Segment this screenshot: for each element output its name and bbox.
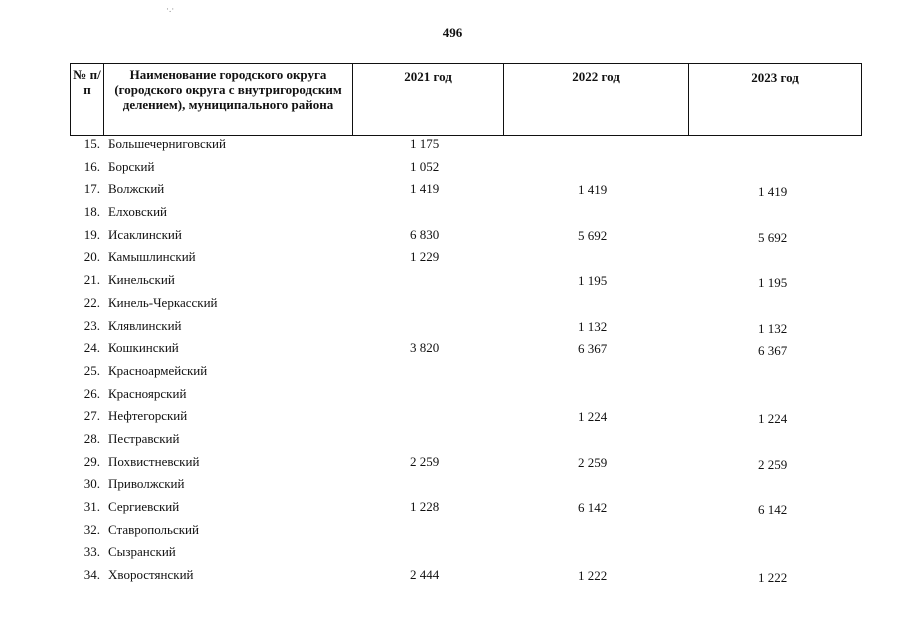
- row-number: 19.: [83, 226, 100, 242]
- cell-2022: 6 142: [578, 500, 608, 515]
- scan-artifact: ·.·: [166, 4, 175, 14]
- row-number: 33.: [83, 544, 100, 560]
- cell-2021: 1 229: [410, 249, 440, 265]
- row-number: 30.: [83, 476, 100, 492]
- row-name: Красноармейский: [108, 362, 208, 378]
- table-header: [70, 63, 862, 136]
- row-number: 29.: [83, 453, 100, 469]
- row-number: 24.: [83, 340, 100, 356]
- table-row: [70, 522, 870, 545]
- cell-2021: 3 820: [410, 340, 440, 356]
- cell-2023: 6 367: [758, 343, 788, 359]
- table-row: [70, 272, 870, 295]
- table-row: [70, 408, 870, 431]
- cell-2021: 1 228: [410, 499, 440, 514]
- cell-2021: 6 830: [410, 226, 440, 242]
- table-row: [70, 159, 870, 182]
- row-number: 18.: [83, 204, 100, 220]
- table-row: [70, 249, 870, 272]
- page-number: 496: [442, 25, 463, 40]
- cell-2023: 5 692: [758, 229, 788, 245]
- row-name: Елховский: [108, 204, 167, 220]
- cell-2023: 1 132: [758, 320, 788, 336]
- cell-2022: 1 132: [578, 318, 608, 334]
- row-number: 21.: [83, 272, 100, 288]
- table-row: [70, 454, 870, 477]
- cell-2021: 1 052: [410, 158, 440, 174]
- cell-2022: 2 259: [578, 454, 608, 470]
- row-name: Сергиевский: [108, 499, 180, 514]
- cell-2023: 1 222: [758, 570, 788, 586]
- table-row: [70, 227, 870, 250]
- cell-2023: 6 142: [758, 502, 788, 517]
- cell-2022: 6 367: [578, 341, 608, 357]
- row-name: Борский: [108, 158, 155, 174]
- row-number: 28.: [83, 430, 100, 446]
- row-number: 15.: [83, 136, 100, 151]
- row-number: 17.: [83, 181, 100, 197]
- row-number: 25.: [83, 362, 100, 378]
- table-row: [70, 499, 870, 522]
- cell-2021: 2 444: [410, 567, 440, 583]
- cell-2022: 1 224: [578, 409, 608, 425]
- header-name: Наименование городского округа (городского округа с внутригородским делением), муниципального района: [104, 64, 353, 135]
- cell-2021: 2 259: [410, 453, 440, 469]
- row-name: Хворостянский: [108, 567, 194, 583]
- row-name: Приволжский: [108, 476, 185, 492]
- header-2021: 2021 год: [353, 64, 504, 135]
- header-2023: 2023 год: [751, 70, 799, 85]
- row-number: 22.: [83, 294, 100, 310]
- row-name: Кошкинский: [108, 340, 179, 356]
- cell-2022: 1 222: [578, 568, 608, 584]
- row-number: 16.: [83, 158, 100, 174]
- table-row: [70, 363, 870, 386]
- row-name: Камышлинский: [108, 249, 196, 265]
- table-row: [70, 567, 870, 590]
- cell-2023: 2 259: [758, 456, 788, 472]
- row-name: Нефтегорский: [108, 408, 188, 424]
- row-name: Клявлинский: [108, 317, 182, 333]
- row-number: 20.: [83, 249, 100, 265]
- table-row: [70, 386, 870, 409]
- table-row: [70, 136, 870, 159]
- table-row: [70, 204, 870, 227]
- table-row: [70, 544, 870, 567]
- table-row: [70, 431, 870, 454]
- row-name: Похвистневский: [108, 453, 200, 469]
- table-row: [70, 295, 870, 318]
- header-number: № п/п: [71, 64, 104, 135]
- table-row: [70, 476, 870, 499]
- row-name: Волжский: [108, 181, 165, 197]
- row-name: Исаклинский: [108, 226, 182, 242]
- table-row: [70, 340, 870, 363]
- row-name: Большечерниговский: [108, 136, 226, 151]
- cell-2023: 1 195: [758, 275, 788, 291]
- row-name: Сызранский: [108, 544, 176, 560]
- cell-2021: 1 175: [410, 136, 440, 151]
- row-name: Кинель-Черкасский: [108, 294, 218, 310]
- table-body: [70, 136, 870, 590]
- row-name: Пестравский: [108, 430, 180, 446]
- row-name: Кинельский: [108, 272, 175, 288]
- row-number: 23.: [83, 317, 100, 333]
- cell-2022: 1 195: [578, 273, 608, 289]
- row-number: 26.: [83, 385, 100, 401]
- table-row: [70, 181, 870, 204]
- cell-2022: 5 692: [578, 227, 608, 243]
- header-2022: 2022 год: [504, 64, 689, 135]
- row-number: 32.: [83, 521, 100, 537]
- cell-2023: 1 224: [758, 411, 788, 427]
- row-number: 27.: [83, 408, 100, 424]
- row-number: 31.: [83, 499, 100, 514]
- row-number: 34.: [83, 567, 100, 583]
- cell-2022: 1 419: [578, 182, 608, 198]
- cell-2021: 1 419: [410, 181, 440, 197]
- table-row: [70, 318, 870, 341]
- cell-2023: 1 419: [758, 184, 788, 200]
- row-name: Красноярский: [108, 385, 187, 401]
- row-name: Ставропольский: [108, 521, 199, 537]
